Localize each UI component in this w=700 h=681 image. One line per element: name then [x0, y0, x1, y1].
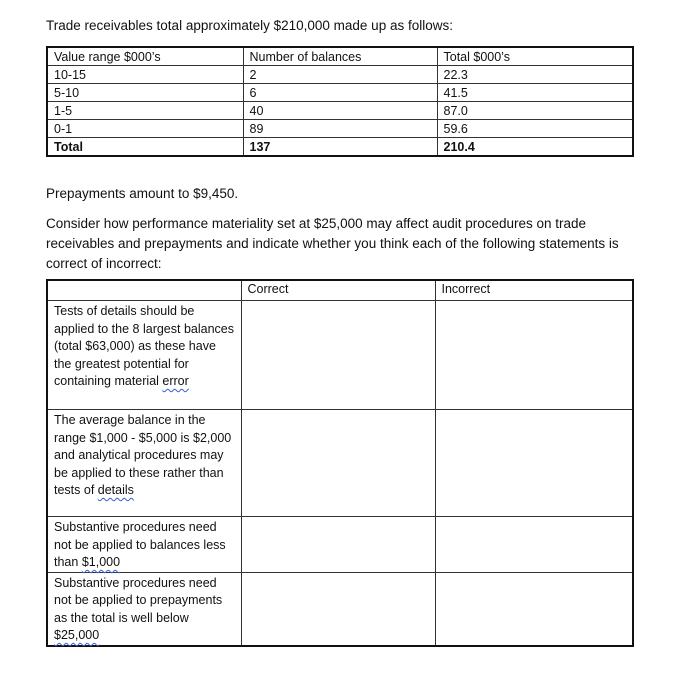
question-text: Consider how performance materiality set at $25,000 may affect audit procedures on trade receivables and prepayments and indicate whether you think each of the following statements is correct of incorrect:	[46, 216, 619, 271]
header-value-range: Value range $000’s	[47, 47, 243, 66]
receivables-header-row	[47, 47, 633, 66]
correct-cell[interactable]	[241, 301, 435, 410]
cell-total: 22.3	[437, 66, 633, 84]
statement-text	[47, 301, 241, 410]
header-correct: Correct	[241, 280, 435, 301]
cell-total: 41.5	[437, 84, 633, 102]
table-row	[47, 66, 633, 84]
header-incorrect: Incorrect	[435, 280, 633, 301]
prepayments-text: Prepayments amount to $9,450.	[46, 186, 239, 201]
statements-header-row	[47, 280, 633, 301]
correct-cell[interactable]	[241, 517, 435, 573]
table-row	[47, 102, 633, 120]
incorrect-cell[interactable]	[435, 517, 633, 573]
statement-row	[47, 517, 633, 573]
incorrect-cell[interactable]	[435, 572, 633, 646]
statement-body: Tests of details should be applied to the 8 largest balances (total $63,000) as these have the greatest potential for containing material	[54, 304, 234, 388]
cell-value-range: 10-15	[47, 66, 243, 84]
header-total: Total $000’s	[437, 47, 633, 66]
statement-row	[47, 301, 633, 410]
spellcheck-word: $25,000	[54, 628, 100, 642]
total-label: Total	[47, 138, 243, 157]
table-row	[47, 120, 633, 138]
incorrect-cell[interactable]	[435, 410, 633, 517]
statement-body: Substantive procedures need not be applied to prepayments as the total is well below	[54, 575, 223, 625]
table-row	[47, 84, 633, 102]
statement-body: Substantive procedures need not be applied to balances less than	[54, 520, 226, 569]
statement-text	[47, 410, 241, 517]
correct-cell[interactable]	[241, 572, 435, 646]
cell-total: 59.6	[437, 120, 633, 138]
cell-value-range: 5-10	[47, 84, 243, 102]
statement-text	[47, 572, 241, 646]
cell-number: 6	[243, 84, 437, 102]
correct-cell[interactable]	[241, 410, 435, 517]
header-number-of-balances: Number of balances	[243, 47, 437, 66]
spellcheck-word: error	[162, 374, 189, 388]
incorrect-cell[interactable]	[435, 301, 633, 410]
cell-number: 2	[243, 66, 437, 84]
statement-text	[47, 517, 241, 573]
statement-row	[47, 410, 633, 517]
spellcheck-word: details	[97, 483, 134, 497]
total-row	[47, 138, 633, 157]
receivables-table	[46, 46, 634, 157]
statement-row	[47, 572, 633, 646]
cell-number: 89	[243, 120, 437, 138]
cell-value-range: 1-5	[47, 102, 243, 120]
total-value: 210.4	[437, 138, 633, 157]
spellcheck-word: $1,000	[81, 555, 121, 569]
cell-value-range: 0-1	[47, 120, 243, 138]
cell-number: 40	[243, 102, 437, 120]
statement-body: The average balance in the range $1,000 - $5,000 is $2,000 and analytical procedures may be applied to these rather than tests of	[54, 413, 232, 497]
intro-text: Trade receivables total approximately $210,000 made up as follows:	[46, 18, 453, 33]
total-number: 137	[243, 138, 437, 157]
header-statement	[47, 280, 241, 301]
statements-table	[46, 279, 634, 647]
cell-total: 87.0	[437, 102, 633, 120]
